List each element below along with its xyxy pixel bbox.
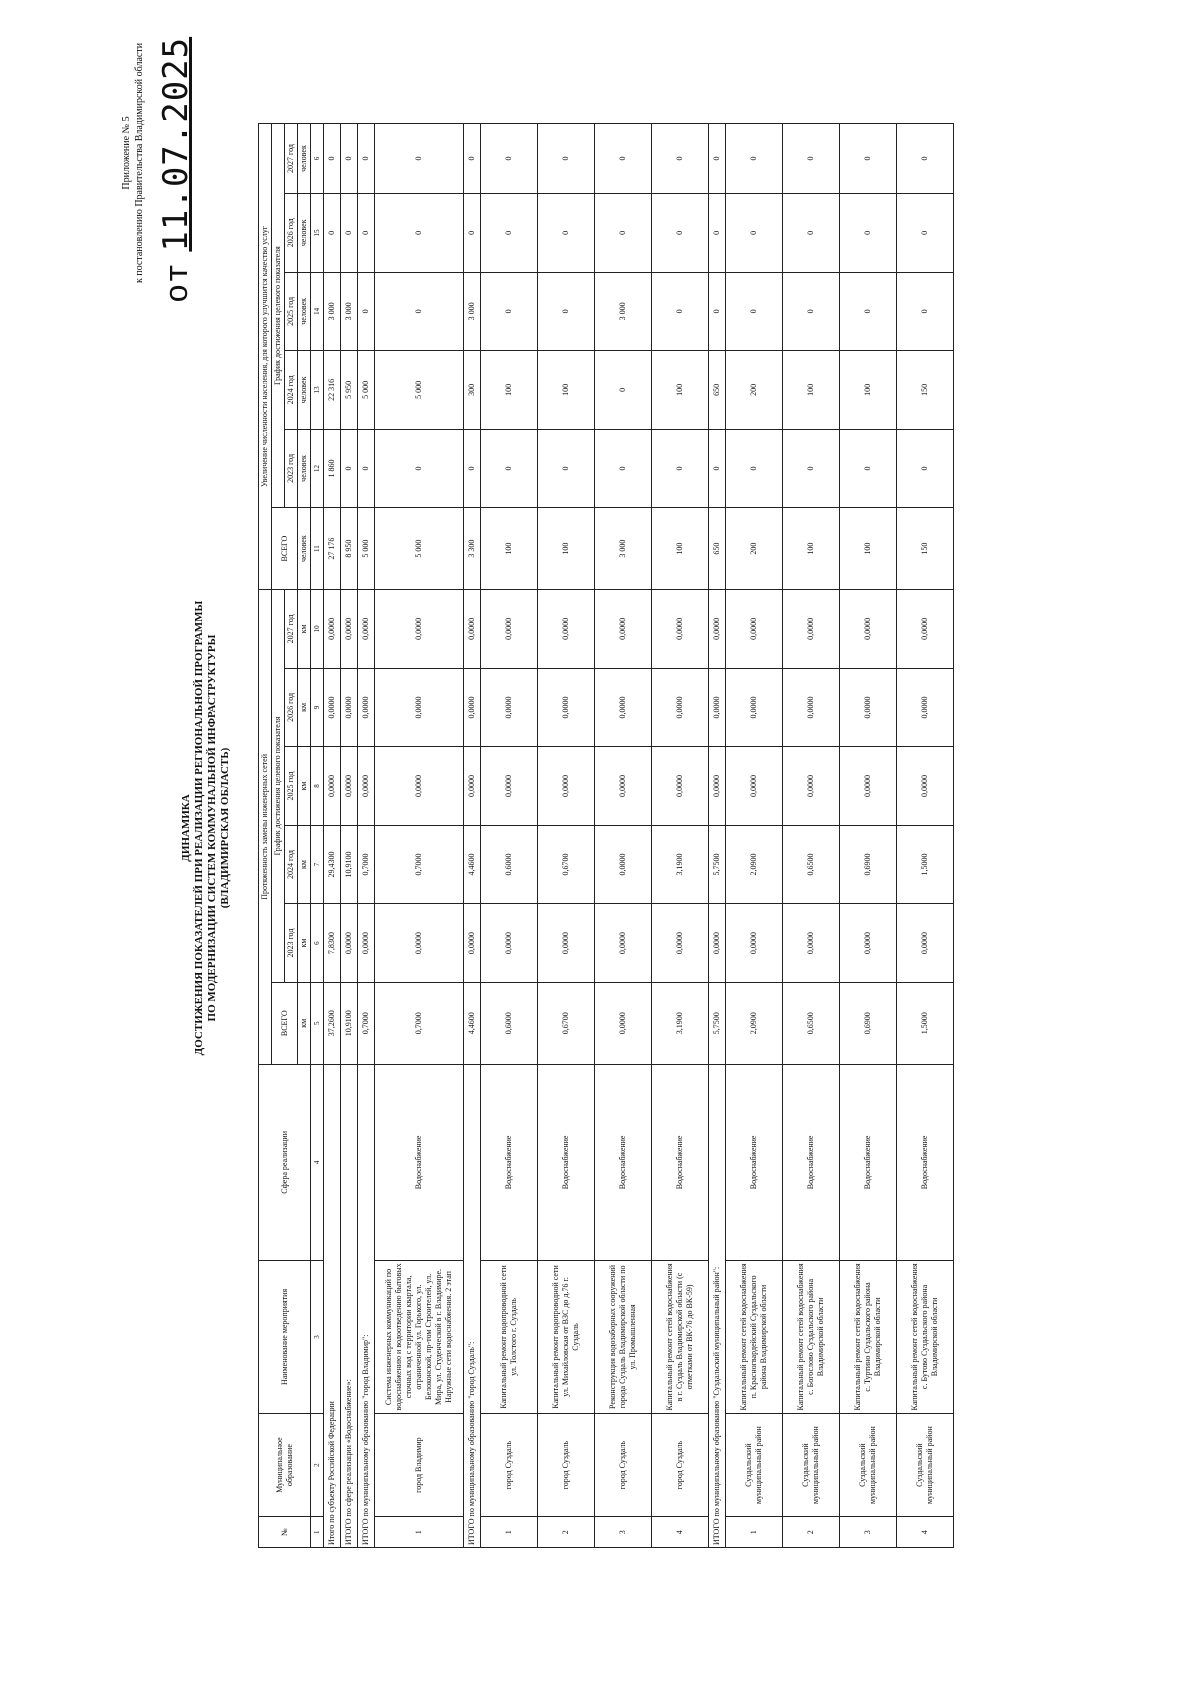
- header-year: 2023 год: [285, 429, 298, 508]
- value-cell: 3 000: [595, 272, 652, 351]
- value-cell: 100: [538, 508, 595, 590]
- value-cell: 0,6900: [840, 982, 897, 1064]
- table-row: [726, 124, 783, 1548]
- total-value: 0: [324, 194, 341, 273]
- header-no: №: [259, 1517, 311, 1548]
- total-value: 3 300: [464, 508, 481, 590]
- title-line-2: ДОСТИЖЕНИЯ ПОКАЗАТЕЛЕЙ ПРИ РЕАЛИЗАЦИИ РЕГИОНАЛЬНОЙ ПРОГРАММЫ: [193, 600, 205, 1056]
- value-cell: 0: [840, 124, 897, 194]
- column-index: 6: [311, 124, 324, 194]
- header-increase-group: Увеличение численности населения, для которого улучшится качество услуг: [259, 124, 272, 590]
- table-row: [375, 124, 464, 1548]
- row-number: 3: [840, 1517, 897, 1548]
- value-cell: 0: [538, 194, 595, 273]
- measure-cell: Капитальный ремонт водопроводной сети ул. Михайловская от ВЗС до д.76 г. Суздаль: [538, 1261, 595, 1414]
- total-value: 10,9100: [341, 825, 358, 904]
- value-cell: 100: [481, 351, 538, 430]
- value-cell: 0,0000: [595, 982, 652, 1064]
- value-cell: 0,0000: [375, 747, 464, 826]
- column-index: 11: [311, 508, 324, 590]
- total-value: 1 860: [324, 429, 341, 508]
- header-year: 2025 год: [285, 272, 298, 351]
- total-value: 0,0000: [358, 747, 375, 826]
- value-cell: 0,0000: [897, 590, 954, 669]
- value-cell: 0: [595, 351, 652, 430]
- title-line-1: ДИНАМИКА: [180, 794, 192, 862]
- indicators-table: [258, 123, 954, 1548]
- value-cell: 0: [726, 124, 783, 194]
- value-cell: 0,0000: [595, 747, 652, 826]
- title-line-4: (ВЛАДИМИРСКАЯ ОБЛАСТЬ): [219, 747, 231, 909]
- value-cell: 0,0000: [538, 668, 595, 747]
- column-index: 13: [311, 351, 324, 430]
- total-value: 0: [358, 429, 375, 508]
- value-cell: 0: [726, 194, 783, 273]
- value-cell: 0: [538, 429, 595, 508]
- total-value: 0: [358, 194, 375, 273]
- total-value: 0,0000: [358, 668, 375, 747]
- total-value: 0,0000: [341, 590, 358, 669]
- value-cell: 0: [897, 124, 954, 194]
- appendix-header: [120, 0, 146, 318]
- total-value: 5 950: [341, 351, 358, 430]
- total-label: Итого по субъекту Российской Федерации: [324, 1064, 341, 1547]
- unit-km: км: [298, 668, 311, 747]
- total-value: 0: [324, 124, 341, 194]
- header-schedule-people: График достижения целевого показателя: [272, 124, 285, 508]
- total-value: 8 950: [341, 508, 358, 590]
- total-value: 0,0000: [709, 904, 726, 983]
- header-measure: Наименование мероприятия: [259, 1261, 311, 1414]
- total-value: 0,0000: [358, 590, 375, 669]
- municipality-cell: город Суздаль: [538, 1413, 595, 1517]
- header-year: 2027 год: [285, 124, 298, 194]
- sphere-cell: Водоснабжение: [595, 1064, 652, 1260]
- measure-cell: Капитальный ремонт сетей водоснабжения с. Туртино Суздальского района Владимирской области: [840, 1261, 897, 1414]
- value-cell: 1,5000: [897, 825, 954, 904]
- measure-cell: Капитальный ремонт сетей водоснабжения с. Богослово Суздальского района Владимирской области: [783, 1261, 840, 1414]
- value-cell: 0: [538, 124, 595, 194]
- value-cell: 0,0000: [595, 590, 652, 669]
- total-value: 0: [709, 194, 726, 273]
- header-year: 2026 год: [285, 668, 298, 747]
- value-cell: 0: [726, 429, 783, 508]
- sphere-cell: Водоснабжение: [538, 1064, 595, 1260]
- row-number: 3: [595, 1517, 652, 1548]
- total-row: [341, 124, 358, 1548]
- value-cell: 0: [595, 124, 652, 194]
- table-body: [311, 124, 954, 1548]
- municipality-cell: город Владимир: [375, 1413, 464, 1517]
- value-cell: 0: [897, 272, 954, 351]
- total-value: 0: [341, 124, 358, 194]
- total-value: 5,7500: [709, 982, 726, 1064]
- value-cell: 0,0000: [375, 668, 464, 747]
- total-value: 0,0000: [324, 590, 341, 669]
- value-cell: 0: [840, 429, 897, 508]
- header-total-km: ВСЕГО: [272, 982, 298, 1064]
- measure-cell: Капитальный ремонт сетей водоснабжения с. Бутово Суздальского района Владимирской области: [897, 1261, 954, 1414]
- measure-cell: Капитальный ремонт сетей водоснабжения в г. Суздаль Владимирской области (с отметками от ВК-76 до ВК-59): [652, 1261, 709, 1414]
- sphere-cell: Водоснабжение: [840, 1064, 897, 1260]
- sphere-cell: Водоснабжение: [652, 1064, 709, 1260]
- value-cell: 0,0000: [595, 825, 652, 904]
- row-number: 4: [652, 1517, 709, 1548]
- total-value: 0,0000: [341, 904, 358, 983]
- title-line-3: ПО МОДЕРНИЗАЦИИ СИСТЕМ КОММУНАЛЬНОЙ ИНФРАСТРУКТУРЫ: [206, 634, 218, 1022]
- total-value: 3 000: [464, 272, 481, 351]
- value-cell: 0: [481, 194, 538, 273]
- value-cell: 0,6000: [481, 982, 538, 1064]
- measure-cell: Реконструкция водозаборных сооружений города Суздаль Владимирской области по ул. Промышленная: [595, 1261, 652, 1414]
- value-cell: 0,0000: [652, 747, 709, 826]
- total-value: 0,0000: [709, 747, 726, 826]
- total-value: 5 000: [358, 508, 375, 590]
- header-year: 2023 год: [285, 904, 298, 983]
- document-date: 11.07.2025: [156, 36, 196, 252]
- total-value: 37,2600: [324, 982, 341, 1064]
- header-municipality: Муниципальное образование: [259, 1413, 311, 1517]
- value-cell: 0,0000: [726, 668, 783, 747]
- total-label: ИТОГО по муниципальному образованию "Суздальский муниципальный район":: [709, 1064, 726, 1547]
- value-cell: 150: [897, 351, 954, 430]
- value-cell: 0,0000: [481, 668, 538, 747]
- column-index: 1: [311, 1517, 324, 1548]
- total-value: 0,0000: [324, 668, 341, 747]
- value-cell: 0,0000: [481, 590, 538, 669]
- appendix-title: Приложение № 5: [121, 116, 132, 190]
- value-cell: 0: [783, 124, 840, 194]
- total-value: 0: [464, 194, 481, 273]
- row-number: 4: [897, 1517, 954, 1548]
- header-year: 2026 год: [285, 194, 298, 273]
- table-row: [897, 124, 954, 1548]
- total-value: 4,4600: [464, 982, 481, 1064]
- document-reference: [150, 0, 197, 303]
- value-cell: 100: [481, 508, 538, 590]
- unit-people: человек: [298, 272, 311, 351]
- value-cell: 0: [783, 429, 840, 508]
- value-cell: 0,0000: [897, 904, 954, 983]
- header-total-people: ВСЕГО: [272, 508, 298, 590]
- total-value: 0,0000: [464, 904, 481, 983]
- total-value: 0,0000: [709, 668, 726, 747]
- value-cell: 0,0000: [595, 904, 652, 983]
- column-index: 7: [311, 825, 324, 904]
- value-cell: 100: [783, 508, 840, 590]
- header-sphere: Сфера реализации: [259, 1064, 311, 1260]
- value-cell: 0,0000: [897, 747, 954, 826]
- total-value: 0,0000: [341, 747, 358, 826]
- total-row: [324, 124, 341, 1548]
- total-value: 0,0000: [464, 668, 481, 747]
- column-index: 15: [311, 194, 324, 273]
- column-index: 8: [311, 747, 324, 826]
- value-cell: 0,0000: [783, 590, 840, 669]
- value-cell: 0: [481, 429, 538, 508]
- total-value: 0,0000: [464, 747, 481, 826]
- header-year: 2024 год: [285, 825, 298, 904]
- total-value: 5 000: [358, 351, 375, 430]
- value-cell: 0: [375, 429, 464, 508]
- total-value: 0,0000: [358, 904, 375, 983]
- unit-people: человек: [298, 124, 311, 194]
- total-value: 0: [709, 124, 726, 194]
- value-cell: 0,0000: [595, 668, 652, 747]
- value-cell: 0,0000: [481, 747, 538, 826]
- value-cell: 0: [652, 429, 709, 508]
- total-value: 0,7000: [358, 982, 375, 1064]
- total-value: 300: [464, 351, 481, 430]
- value-cell: 150: [897, 508, 954, 590]
- column-index: 10: [311, 590, 324, 669]
- value-cell: 1,5000: [897, 982, 954, 1064]
- table-row: [481, 124, 538, 1548]
- value-cell: 0,0000: [375, 904, 464, 983]
- date-prefix: от: [160, 262, 197, 303]
- header-year: 2024 год: [285, 351, 298, 430]
- total-value: 0: [341, 429, 358, 508]
- value-cell: 0,0000: [652, 590, 709, 669]
- municipality-cell: Суздальский муниципальный район: [840, 1413, 897, 1517]
- sphere-cell: Водоснабжение: [481, 1064, 538, 1260]
- sphere-cell: Водоснабжение: [726, 1064, 783, 1260]
- column-index: 12: [311, 429, 324, 508]
- value-cell: 0,0000: [726, 747, 783, 826]
- sphere-cell: Водоснабжение: [783, 1064, 840, 1260]
- value-cell: 0,0000: [538, 747, 595, 826]
- value-cell: 0,0000: [652, 668, 709, 747]
- value-cell: 0,0000: [538, 904, 595, 983]
- document-title: [180, 378, 232, 1278]
- total-value: 0: [358, 272, 375, 351]
- value-cell: 100: [652, 508, 709, 590]
- value-cell: 0,0000: [538, 590, 595, 669]
- value-cell: 0,0000: [783, 668, 840, 747]
- municipality-cell: город Суздаль: [481, 1413, 538, 1517]
- unit-people: человек: [298, 194, 311, 273]
- total-value: 5,7500: [709, 825, 726, 904]
- total-value: 22 316: [324, 351, 341, 430]
- value-cell: 200: [726, 351, 783, 430]
- unit-people: человек: [298, 508, 311, 590]
- value-cell: 0: [595, 429, 652, 508]
- column-index: 2: [311, 1413, 324, 1517]
- table-row: [783, 124, 840, 1548]
- column-index: 3: [311, 1261, 324, 1414]
- total-value: 0,0000: [709, 590, 726, 669]
- value-cell: 0,6500: [783, 825, 840, 904]
- value-cell: 0,0000: [840, 747, 897, 826]
- row-number: 1: [481, 1517, 538, 1548]
- total-row: [709, 124, 726, 1548]
- value-cell: 0: [726, 272, 783, 351]
- total-value: 0: [464, 429, 481, 508]
- total-value: 0,0000: [341, 668, 358, 747]
- value-cell: 0: [783, 272, 840, 351]
- value-cell: 0,0000: [375, 590, 464, 669]
- value-cell: 0,6900: [840, 825, 897, 904]
- sphere-cell: Водоснабжение: [375, 1064, 464, 1260]
- total-value: 3 000: [341, 272, 358, 351]
- table-row: [595, 124, 652, 1548]
- municipality-cell: Суздальский муниципальный район: [783, 1413, 840, 1517]
- value-cell: 0: [652, 124, 709, 194]
- value-cell: 200: [726, 508, 783, 590]
- table-row: [538, 124, 595, 1548]
- appendix-subtitle: к постановлению Правительства Владимирской области: [134, 42, 145, 284]
- value-cell: 0,0000: [840, 590, 897, 669]
- value-cell: 0: [652, 272, 709, 351]
- value-cell: 0,0000: [897, 668, 954, 747]
- measure-cell: Система инженерных коммуникаций по водоснабжению и водоотведению бытовых сточных вод с территории квартала, ограниченной ул. Горького, ул. Белоконской, пр-том Строителей, ул. Мира, ул. Студенческой в г. Владимире. Наружные сети водоснабжения. 2 этап: [375, 1261, 464, 1414]
- value-cell: 3,1900: [652, 825, 709, 904]
- value-cell: 0: [840, 194, 897, 273]
- value-cell: 3 000: [595, 508, 652, 590]
- municipality-cell: город Суздаль: [652, 1413, 709, 1517]
- header-schedule-km: График достижения целевого показателя: [272, 590, 285, 983]
- value-cell: 0: [897, 429, 954, 508]
- value-cell: 0: [481, 124, 538, 194]
- total-label: ИТОГО по муниципальному образованию "город Суздаль":: [464, 1064, 481, 1547]
- value-cell: 100: [840, 508, 897, 590]
- value-cell: 0: [538, 272, 595, 351]
- total-value: 650: [709, 508, 726, 590]
- total-value: 27 176: [324, 508, 341, 590]
- value-cell: 0,6500: [783, 982, 840, 1064]
- value-cell: 2,0900: [726, 982, 783, 1064]
- total-value: 0: [709, 429, 726, 508]
- value-cell: 0,0000: [481, 904, 538, 983]
- unit-km: км: [298, 747, 311, 826]
- value-cell: 3,1900: [652, 982, 709, 1064]
- value-cell: 0: [595, 194, 652, 273]
- total-value: 0: [709, 272, 726, 351]
- value-cell: 0: [897, 194, 954, 273]
- column-index: 14: [311, 272, 324, 351]
- value-cell: 0: [652, 194, 709, 273]
- header-year: 2025 год: [285, 747, 298, 826]
- total-value: 10,9100: [341, 982, 358, 1064]
- total-value: 0: [341, 194, 358, 273]
- total-value: 0,0000: [324, 747, 341, 826]
- value-cell: 0,7000: [375, 825, 464, 904]
- unit-km: км: [298, 590, 311, 669]
- value-cell: 0,6000: [481, 825, 538, 904]
- total-value: 0: [358, 124, 375, 194]
- column-index: 5: [311, 982, 324, 1064]
- value-cell: 0,0000: [726, 590, 783, 669]
- value-cell: 100: [840, 351, 897, 430]
- value-cell: 0,6700: [538, 982, 595, 1064]
- measure-cell: Капитальный ремонт сетей водоснабжения п. Красногвардейский Суздальского района Владимирской области: [726, 1261, 783, 1414]
- value-cell: 0,0000: [783, 747, 840, 826]
- value-cell: 0: [783, 194, 840, 273]
- value-cell: 5 000: [375, 508, 464, 590]
- municipality-cell: город Суздаль: [595, 1413, 652, 1517]
- value-cell: 100: [783, 351, 840, 430]
- total-value: 0,7000: [358, 825, 375, 904]
- value-cell: 0,6700: [538, 825, 595, 904]
- total-value: 7,8300: [324, 904, 341, 983]
- total-value: 0,0000: [464, 590, 481, 669]
- unit-km: км: [298, 825, 311, 904]
- value-cell: 0,7000: [375, 982, 464, 1064]
- value-cell: 100: [538, 351, 595, 430]
- unit-km: км: [298, 982, 311, 1064]
- municipality-cell: Суздальский муниципальный район: [897, 1413, 954, 1517]
- unit-people: человек: [298, 351, 311, 430]
- table-row: [840, 124, 897, 1548]
- value-cell: 0,0000: [652, 904, 709, 983]
- row-number: 1: [375, 1517, 464, 1548]
- value-cell: 5 000: [375, 351, 464, 430]
- unit-km: км: [298, 904, 311, 983]
- value-cell: 0,0000: [783, 904, 840, 983]
- value-cell: 100: [652, 351, 709, 430]
- value-cell: 0: [481, 272, 538, 351]
- value-cell: 0: [840, 272, 897, 351]
- total-label: ИТОГО по сфере реализации «Водоснабжение»:: [341, 1064, 358, 1547]
- total-row: [358, 124, 375, 1548]
- value-cell: 2,0900: [726, 825, 783, 904]
- unit-people: человек: [298, 429, 311, 508]
- total-value: 29,4300: [324, 825, 341, 904]
- total-row: [464, 124, 481, 1548]
- municipality-cell: Суздальский муниципальный район: [726, 1413, 783, 1517]
- header-year: 2027 год: [285, 590, 298, 669]
- total-value: 0: [464, 124, 481, 194]
- value-cell: 0: [375, 124, 464, 194]
- table-row: [652, 124, 709, 1548]
- column-index: 9: [311, 668, 324, 747]
- header-length-group: Протяженность замены инженерных сетей: [259, 590, 272, 1065]
- total-value: 3 000: [324, 272, 341, 351]
- total-label: ИТОГО по муниципальному образованию "город Владимир":: [358, 1064, 375, 1547]
- value-cell: 0,0000: [840, 904, 897, 983]
- value-cell: 0: [375, 194, 464, 273]
- sphere-cell: Водоснабжение: [897, 1064, 954, 1260]
- measure-cell: Капитальный ремонт водопроводной сети ул. Толстого г. Суздаль: [481, 1261, 538, 1414]
- row-number: 2: [538, 1517, 595, 1548]
- row-number: 2: [783, 1517, 840, 1548]
- value-cell: 0: [375, 272, 464, 351]
- column-index: 6: [311, 904, 324, 983]
- value-cell: 0,0000: [726, 904, 783, 983]
- column-index: 4: [311, 1064, 324, 1260]
- value-cell: 0,0000: [840, 668, 897, 747]
- column-index-row: [311, 124, 324, 1548]
- total-value: 650: [709, 351, 726, 430]
- row-number: 1: [726, 1517, 783, 1548]
- total-value: 4,4600: [464, 825, 481, 904]
